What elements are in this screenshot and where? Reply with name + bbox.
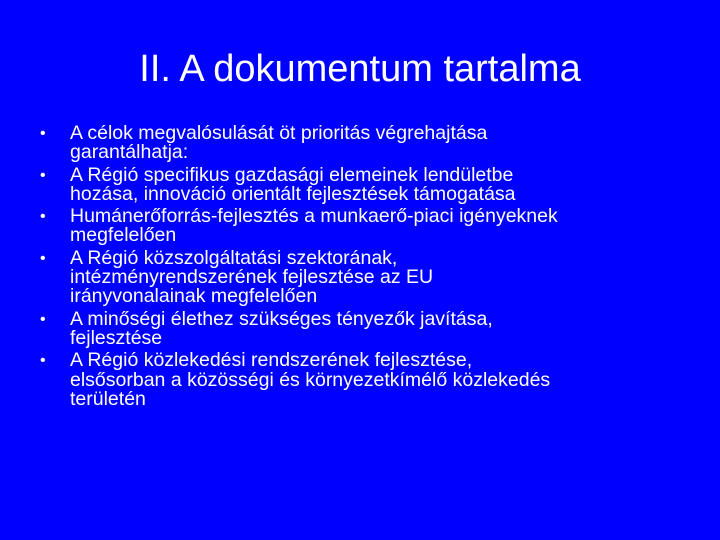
bullet-list bbox=[40, 124, 680, 412]
bullet-text-line: elsősorban a közösségi és környezetkímélő közlekedés bbox=[70, 368, 551, 391]
bullet-text-line: A Régió közlekedési rendszerének fejlesztése, bbox=[70, 349, 473, 372]
bullet-text-line: garantálhatja: bbox=[70, 141, 189, 164]
bullet-text-line: megfelelően bbox=[70, 224, 177, 247]
bullet-text-line: hozása, innováció orientált fejlesztések támogatása bbox=[70, 182, 516, 205]
slide-title: II. A dokumentum tartalma bbox=[139, 48, 581, 90]
bullet-item bbox=[40, 163, 680, 205]
bullet-item bbox=[40, 124, 680, 163]
bullet-text-line: területén bbox=[70, 387, 146, 410]
bullet-text-line: A Régió specifikus gazdasági elemeinek lendületbe bbox=[70, 163, 514, 186]
bullet-text-line: A minőségi élethez szükséges tényezők javítása, bbox=[70, 307, 493, 330]
bullet-dot-icon: • bbox=[40, 125, 46, 142]
bullet-dot-icon: • bbox=[40, 166, 46, 184]
bullet-dot-icon: • bbox=[40, 208, 46, 226]
bullet-item bbox=[40, 246, 680, 308]
bullet-text-line: fejlesztése bbox=[70, 326, 163, 349]
bullet-text-line: A célok megvalósulását öt prioritás végrehajtása bbox=[70, 122, 488, 144]
bullet-text-line: intézményrendszerének fejlesztése az EU bbox=[70, 266, 434, 289]
bullet-dot-icon: • bbox=[40, 352, 46, 370]
bullet-text-line: Humánerőforrás-fejlesztés a munkaerő-piaci igényeknek bbox=[70, 205, 558, 228]
bullet-text-line: A Régió közszolgáltatási szektorának, bbox=[70, 246, 398, 269]
bullet-dot-icon: • bbox=[40, 249, 46, 267]
bullet-text-line: irányvonalainak megfelelően bbox=[70, 285, 318, 308]
bullet-item bbox=[40, 207, 680, 246]
bullet-item bbox=[40, 351, 680, 409]
bullet-item bbox=[40, 307, 680, 349]
bullet-dot-icon: • bbox=[40, 310, 46, 328]
